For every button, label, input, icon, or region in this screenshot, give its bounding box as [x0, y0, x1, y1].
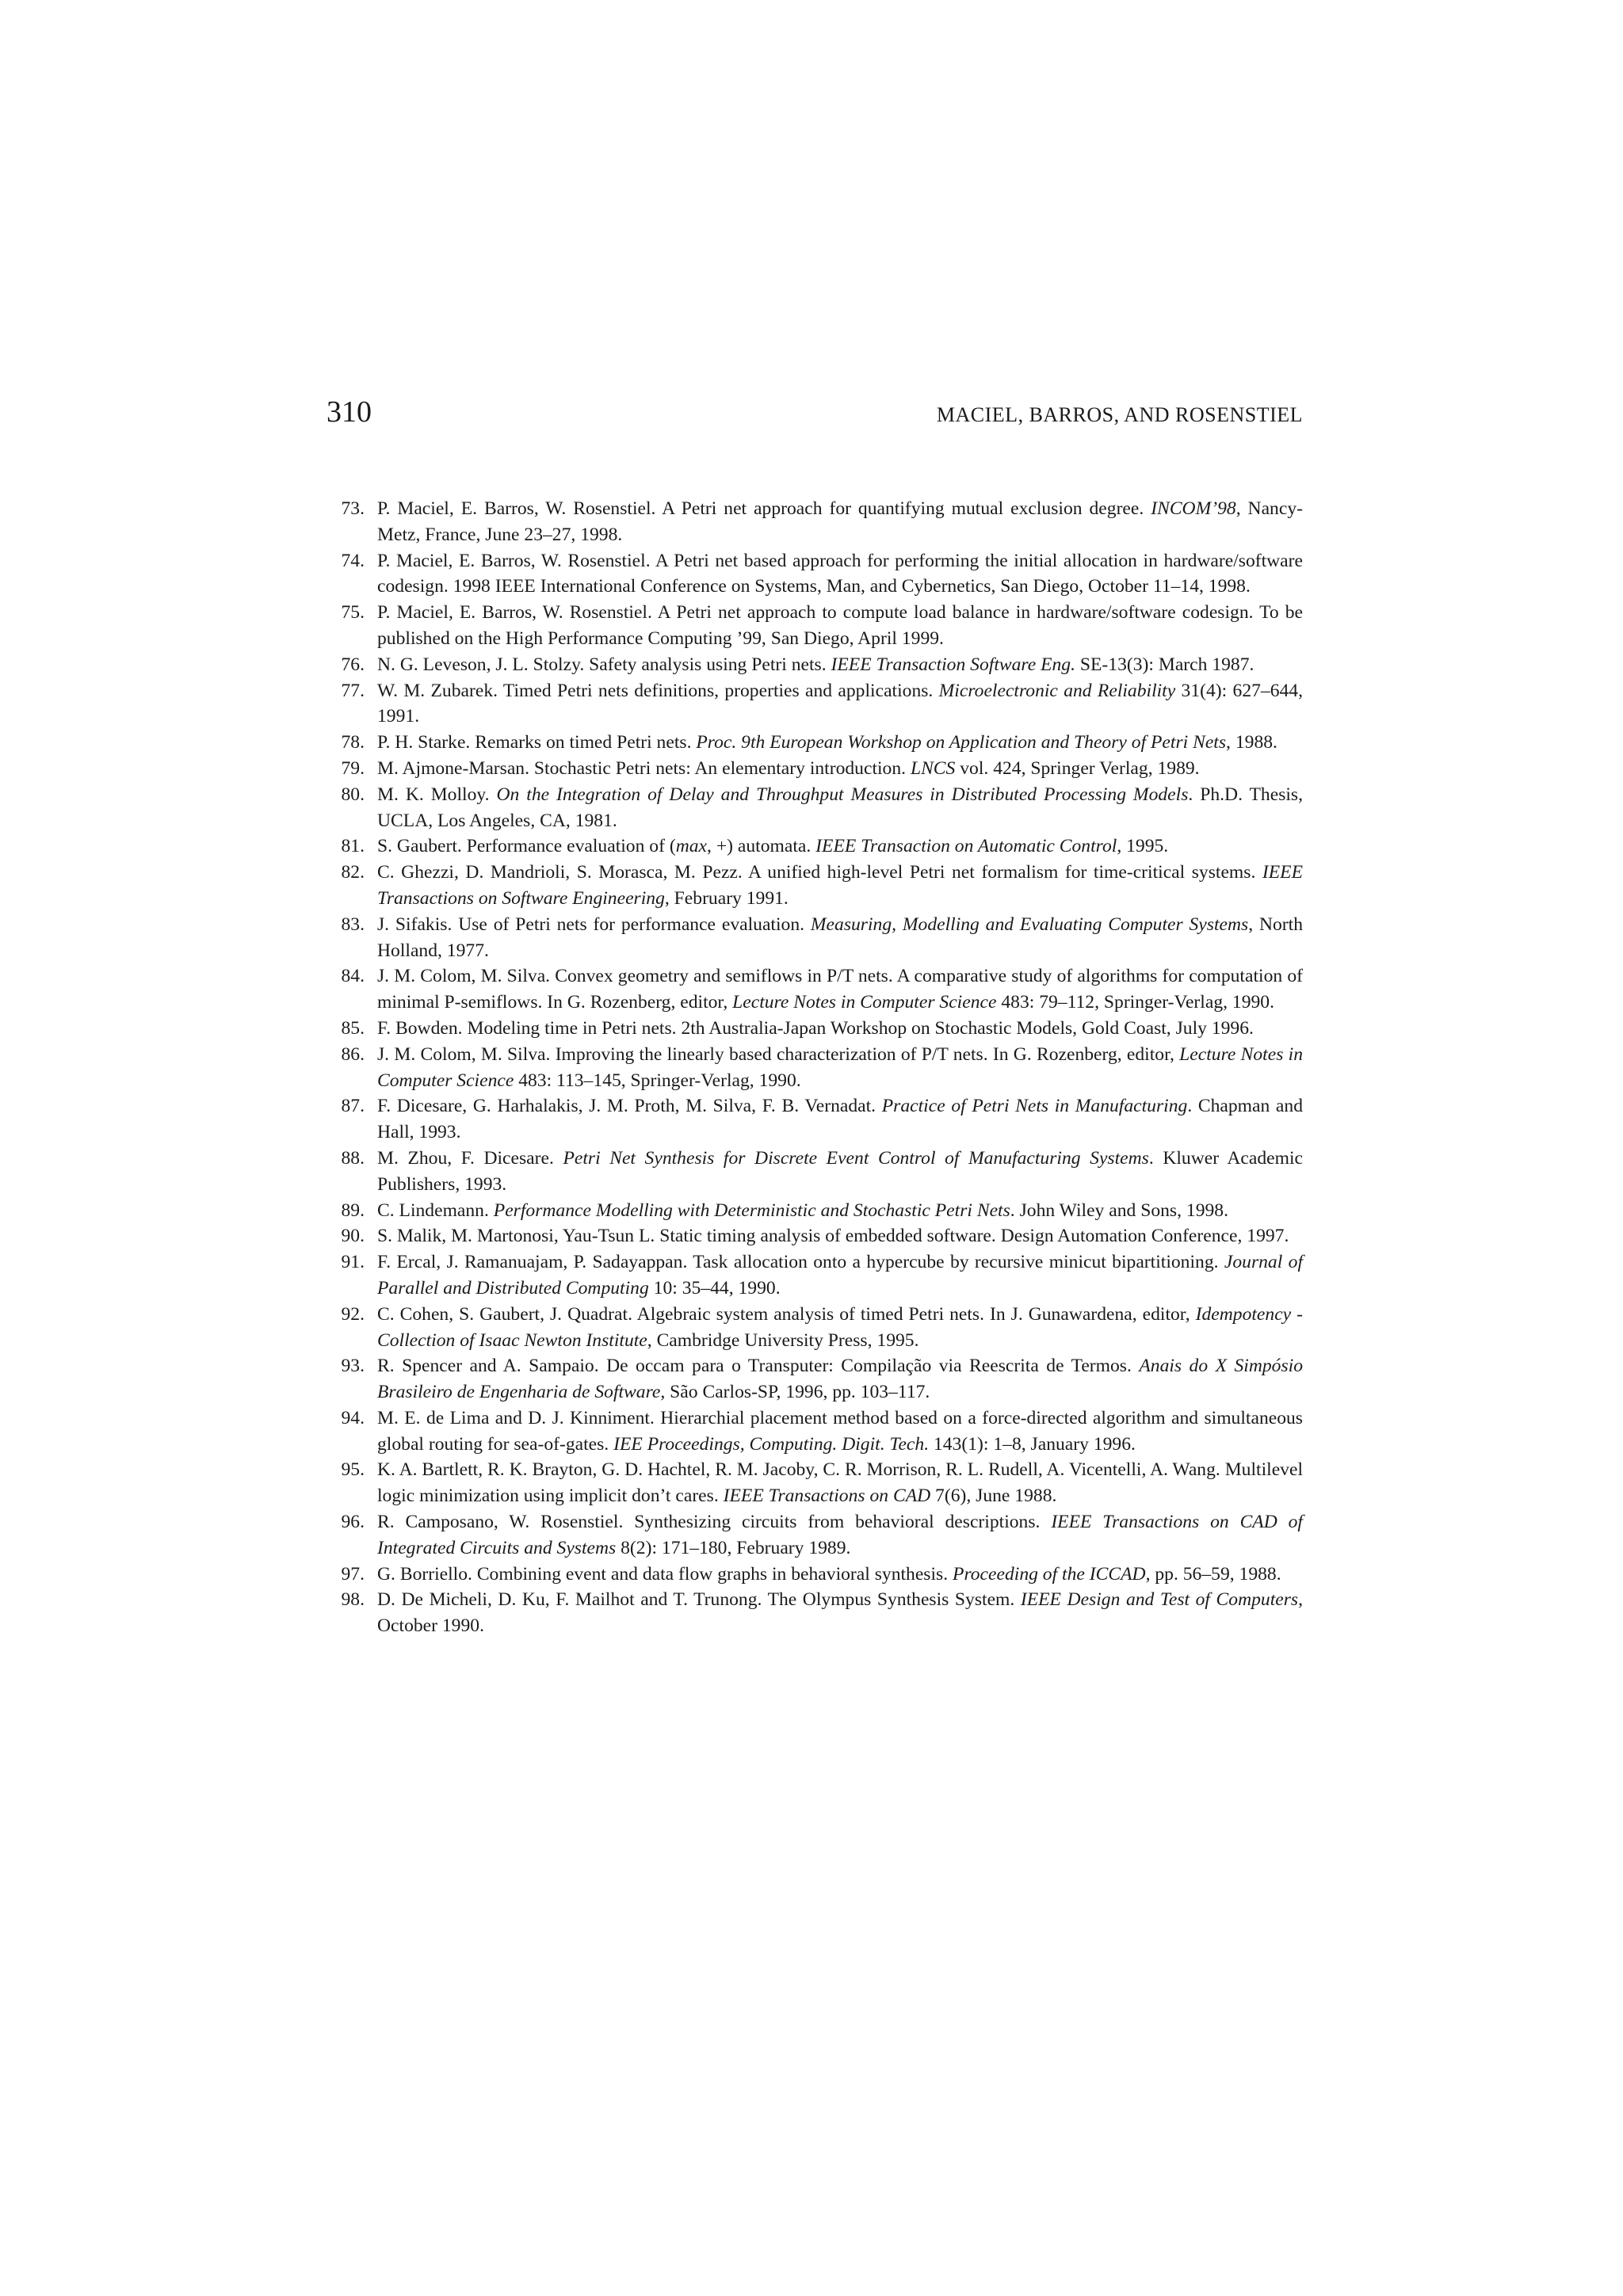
- reference-entry: [327, 1223, 1303, 1249]
- reference-entry: [327, 860, 1303, 912]
- reference-number: 91.: [341, 1252, 365, 1273]
- reference-number: 98.: [341, 1589, 365, 1611]
- reference-italic-segment: Microelectronic and Reliability: [938, 680, 1176, 701]
- reference-italic-segment: IEE Proceedings, Computing. Digit. Tech.: [613, 1433, 930, 1455]
- reference-segment: F. Dicesare, G. Harhalakis, J. M. Proth, M. Silva, F. B. Vernadat.: [377, 1096, 882, 1117]
- reference-number: 92.: [341, 1303, 365, 1325]
- reference-segment: M. Zhou, F. Dicesare.: [377, 1147, 563, 1169]
- reference-number: 75.: [341, 602, 365, 624]
- reference-entry: [327, 1042, 1303, 1094]
- reference-segment: 10: 35–44, 1990.: [648, 1277, 781, 1299]
- reference-segment: 31(4): 627–644, 1991.: [377, 680, 1304, 727]
- reference-segment: M. K. Molloy.: [377, 784, 497, 805]
- reference-segment: , São Carlos-SP, 1996, pp. 103–117.: [660, 1382, 930, 1403]
- page-number: 310: [327, 395, 372, 429]
- reference-segment: S. Malik, M. Martonosi, Yau-Tsun L. Static timing analysis of embedded software. Design Automation Conference, 1997.: [377, 1226, 1289, 1247]
- reference-segment: , 1995.: [1117, 836, 1169, 857]
- reference-number: 85.: [341, 1017, 365, 1039]
- reference-italic-segment: Lecture Notes in Computer Science: [377, 1043, 1303, 1091]
- reference-italic-segment: Lecture Notes in Computer Science: [732, 992, 997, 1013]
- reference-text: [377, 1198, 1303, 1224]
- reference-italic-segment: IEEE Transaction on Automatic Control: [815, 836, 1117, 857]
- reference-segment: . Kluwer Academic Publishers, 1993.: [377, 1147, 1303, 1195]
- reference-number: 83.: [341, 913, 365, 935]
- reference-italic-segment: Performance Modelling with Deterministic and Stochastic Petri Nets: [493, 1199, 1010, 1221]
- reference-number: 80.: [341, 784, 365, 805]
- reference-entry: [327, 1509, 1303, 1562]
- reference-segment: , pp. 56–59, 1988.: [1145, 1563, 1281, 1585]
- reference-text: [377, 1353, 1303, 1405]
- reference-segment: P. H. Starke. Remarks on timed Petri nets.: [377, 732, 697, 753]
- reference-entry: [327, 1146, 1303, 1198]
- reference-entry: [327, 1302, 1303, 1354]
- reference-segment: vol. 424, Springer Verlag, 1989.: [955, 757, 1200, 779]
- reference-text: [377, 1457, 1303, 1509]
- reference-segment: J. M. Colom, M. Silva. Convex geometry and semiflows in P/T nets. A comparative study of algorithms for computation of minimal P-semiflows. In G. Rozenberg, editor,: [377, 966, 1303, 1013]
- reference-number: 81.: [341, 836, 365, 857]
- reference-italic-segment: On the Integration of Delay and Throughput Measures in Distributed Processing Models: [496, 784, 1189, 805]
- reference-segment: , North Holland, 1977.: [377, 913, 1303, 961]
- reference-segment: 8(2): 171–180, February 1989.: [616, 1537, 851, 1558]
- reference-number: 93.: [341, 1356, 365, 1377]
- reference-text: [377, 1146, 1303, 1198]
- reference-text: [377, 782, 1303, 834]
- reference-text: [377, 1509, 1303, 1562]
- reference-italic-segment: Proceeding of the ICCAD: [953, 1563, 1146, 1585]
- reference-number: 74.: [341, 550, 365, 571]
- reference-text: [377, 1093, 1303, 1146]
- reference-segment: . Ph.D. Thesis, UCLA, Los Angeles, CA, 1981.: [377, 784, 1304, 831]
- reference-italic-segment: IEEE Transactions on CAD: [723, 1486, 931, 1507]
- reference-segment: K. A. Bartlett, R. K. Brayton, G. D. Hachtel, R. M. Jacoby, C. R. Morrison, R. L. Rudell, A. Vicentelli, A. Wang. Multilevel logic minimization using implicit don’t cares.: [377, 1459, 1303, 1507]
- reference-entry: [327, 496, 1303, 548]
- reference-segment: , February 1991.: [664, 887, 789, 909]
- reference-number: 96.: [341, 1512, 365, 1533]
- reference-number: 95.: [341, 1459, 365, 1481]
- reference-number: 86.: [341, 1043, 365, 1065]
- reference-segment: 483: 113–145, Springer-Verlag, 1990.: [514, 1070, 801, 1091]
- reference-segment: F. Ercal, J. Ramanuajam, P. Sadayappan. Task allocation onto a hypercube by recursive minicut bipartitioning.: [377, 1252, 1224, 1273]
- reference-segment: SE-13(3): March 1987.: [1075, 654, 1254, 675]
- reference-segment: , +) automata.: [707, 836, 816, 857]
- reference-entry: [327, 1562, 1303, 1588]
- reference-text: [377, 548, 1303, 601]
- reference-text: [377, 1223, 1303, 1249]
- reference-text: [377, 1302, 1303, 1354]
- reference-italic-segment: Anais do X Simpósio Brasileiro de Engenharia de Software: [377, 1356, 1303, 1403]
- reference-entry: [327, 756, 1303, 782]
- running-head: MACIEL, BARROS, AND ROSENSTIEL: [936, 403, 1303, 426]
- reference-number: 82.: [341, 862, 365, 883]
- reference-segment: M. Ajmone-Marsan. Stochastic Petri nets: An elementary introduction.: [377, 757, 911, 779]
- reference-entry: [327, 1457, 1303, 1509]
- reference-segment: . John Wiley and Sons, 1998.: [1010, 1199, 1228, 1221]
- reference-text: [377, 652, 1303, 678]
- reference-segment: P. Maciel, E. Barros, W. Rosenstiel. A Petri net approach for quantifying mutual exclusion degree.: [377, 498, 1151, 519]
- reference-number: 79.: [341, 757, 365, 779]
- reference-segment: C. Cohen, S. Gaubert, J. Quadrat. Algebraic system analysis of timed Petri nets. In J. Gunawardena, editor,: [377, 1303, 1196, 1325]
- reference-italic-segment: max: [675, 836, 708, 857]
- reference-number: 87.: [341, 1096, 365, 1117]
- reference-number: 73.: [341, 498, 365, 519]
- reference-segment: , October 1990.: [377, 1589, 1304, 1637]
- reference-entry: [327, 600, 1303, 652]
- page-header: [327, 393, 1303, 431]
- reference-list: [327, 496, 1303, 1639]
- reference-segment: D. De Micheli, D. Ku, F. Mailhot and T. Trunong. The Olympus Synthesis System.: [377, 1589, 1021, 1611]
- reference-segment: P. Maciel, E. Barros, W. Rosenstiel. A Petri net based approach for performing the initial allocation in hardware/software codesign. 1998 IEEE International Conference on Systems, Man, and Cybernetics, San Diego, October 11–14, 1998.: [377, 550, 1303, 597]
- reference-entry: [327, 912, 1303, 964]
- reference-segment: J. Sifakis. Use of Petri nets for performance evaluation.: [377, 913, 811, 935]
- reference-italic-segment: IEEE Transaction Software Eng.: [831, 654, 1075, 675]
- reference-segment: . Chapman and Hall, 1993.: [377, 1096, 1304, 1143]
- reference-italic-segment: IEEE Transactions on Software Engineering: [377, 862, 1303, 909]
- reference-segment: C. Lindemann.: [377, 1199, 494, 1221]
- reference-segment: 483: 79–112, Springer-Verlag, 1990.: [996, 992, 1274, 1013]
- reference-number: 76.: [341, 654, 365, 675]
- reference-segment: , Nancy-Metz, France, June 23–27, 1998.: [377, 498, 1303, 545]
- reference-segment: 143(1): 1–8, January 1996.: [929, 1433, 1136, 1455]
- reference-entry: [327, 1353, 1303, 1405]
- reference-segment: G. Borriello. Combining event and data flow graphs in behavioral synthesis.: [377, 1563, 953, 1585]
- reference-italic-segment: IEEE Design and Test of Computers: [1020, 1589, 1299, 1611]
- reference-entry: [327, 782, 1303, 834]
- reference-text: [377, 756, 1303, 782]
- reference-entry: [327, 1016, 1303, 1042]
- reference-segment: M. E. de Lima and D. J. Kinniment. Hierarchial placement method based on a force-directed algorithm and simultaneous global routing for sea-of-gates.: [377, 1407, 1303, 1455]
- reference-text: [377, 1562, 1303, 1588]
- reference-entry: [327, 678, 1303, 730]
- reference-segment: N. G. Leveson, J. L. Stolzy. Safety analysis using Petri nets.: [377, 654, 831, 675]
- reference-entry: [327, 833, 1303, 860]
- reference-number: 77.: [341, 680, 365, 701]
- reference-segment: 7(6), June 1988.: [930, 1486, 1057, 1507]
- reference-segment: , Cambridge University Press, 1995.: [647, 1329, 919, 1351]
- reference-text: [377, 963, 1303, 1016]
- reference-number: 90.: [341, 1226, 365, 1247]
- reference-number: 97.: [341, 1563, 365, 1585]
- reference-entry: [327, 963, 1303, 1016]
- reference-entry: [327, 1093, 1303, 1146]
- reference-segment: R. Camposano, W. Rosenstiel. Synthesizing circuits from behavioral descriptions.: [377, 1512, 1052, 1533]
- reference-italic-segment: Practice of Petri Nets in Manufacturing: [881, 1096, 1188, 1117]
- reference-text: [377, 730, 1303, 756]
- reference-text: [377, 1016, 1303, 1042]
- reference-text: [377, 600, 1303, 652]
- reference-number: 84.: [341, 966, 365, 987]
- reference-number: 78.: [341, 732, 365, 753]
- reference-segment: W. M. Zubarek. Timed Petri nets definitions, properties and applications.: [377, 680, 939, 701]
- reference-text: [377, 678, 1303, 730]
- reference-entry: [327, 652, 1303, 678]
- reference-italic-segment: Measuring, Modelling and Evaluating Computer Systems: [810, 913, 1249, 935]
- reference-text: [377, 1405, 1303, 1458]
- reference-text: [377, 833, 1303, 860]
- reference-segment: F. Bowden. Modeling time in Petri nets. 2th Australia-Japan Workshop on Stochastic Models, Gold Coast, July 1996.: [377, 1017, 1254, 1039]
- reference-italic-segment: INCOM’98: [1151, 498, 1236, 519]
- reference-segment: P. Maciel, E. Barros, W. Rosenstiel. A Petri net approach to compute load balance in hardware/software codesign. To be published on the High Performance Computing ’99, San Diego, April 1999.: [377, 602, 1303, 649]
- reference-text: [377, 1587, 1303, 1639]
- reference-italic-segment: LNCS: [910, 757, 956, 779]
- reference-italic-segment: Journal of Parallel and Distributed Computing: [377, 1252, 1303, 1299]
- reference-text: [377, 1042, 1303, 1094]
- reference-segment: , 1988.: [1226, 732, 1277, 753]
- reference-segment: S. Gaubert. Performance evaluation of (: [377, 836, 676, 857]
- reference-number: 94.: [341, 1407, 365, 1428]
- reference-text: [377, 1249, 1303, 1302]
- reference-number: 89.: [341, 1199, 365, 1221]
- reference-entry: [327, 1587, 1303, 1639]
- reference-text: [377, 496, 1303, 548]
- reference-entry: [327, 730, 1303, 756]
- reference-segment: R. Spencer and A. Sampaio. De occam para o Transputer: Compilação via Reescrita de Termos.: [377, 1356, 1140, 1377]
- reference-entry: [327, 1198, 1303, 1224]
- reference-text: [377, 912, 1303, 964]
- reference-italic-segment: IEEE Transactions on CAD of Integrated Circuits and Systems: [377, 1512, 1303, 1558]
- reference-italic-segment: Petri Net Synthesis for Discrete Event Control of Manufacturing Systems: [563, 1147, 1149, 1169]
- reference-italic-segment: Idempotency - Collection of Isaac Newton Institute: [377, 1303, 1303, 1351]
- reference-text: [377, 860, 1303, 912]
- reference-italic-segment: Proc. 9th European Workshop on Application and Theory of Petri Nets: [696, 732, 1227, 753]
- reference-entry: [327, 548, 1303, 601]
- reference-segment: J. M. Colom, M. Silva. Improving the linearly based characterization of P/T nets. In G. Rozenberg, editor,: [377, 1043, 1180, 1065]
- reference-number: 88.: [341, 1147, 365, 1169]
- reference-entry: [327, 1405, 1303, 1458]
- reference-segment: C. Ghezzi, D. Mandrioli, S. Morasca, M. Pezz. A unified high-level Petri net formalism for time-critical systems.: [377, 862, 1262, 883]
- reference-entry: [327, 1249, 1303, 1302]
